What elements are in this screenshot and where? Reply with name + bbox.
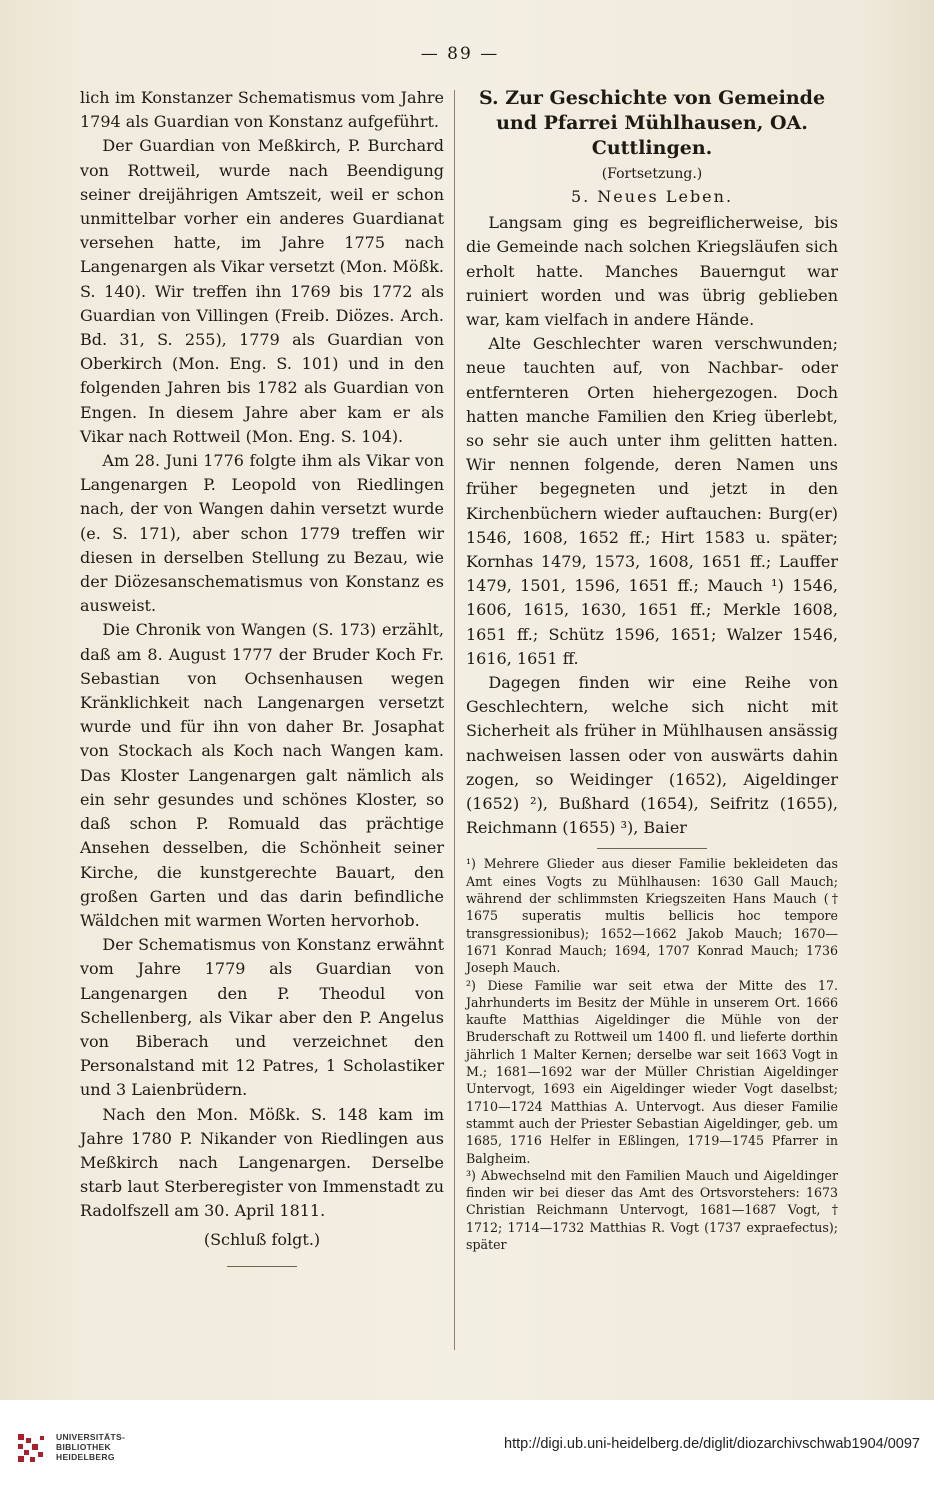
continued-note: (Schluß folgt.) — [203, 1229, 321, 1249]
paragraph: Der Guardian von Meßkirch, P. Burchard von Rottweil, wurde nach Beendigung seiner dreijährigen Amtszeit, weil er schon unmittelbar vorher ein anderes Guardianat versehen hatte, im Jahre 1775 nach Langenargen als Vikar versetzt (Mon. Mößk. S. 140). Wir treffen ihn 1769 bis 1772 als Guardian von Villingen (Freib. Diözes. Arch. Bd. 31, S. 255), 1779 als Guardian von Oberkirch (Mon. Eng. S. 101) und in den folgenden Jahren bis 1782 als Guardian von Engen. In diesem Jahre aber kam er als Vikar nach Rottweil (Mon. Eng. S. 104). — [80, 136, 444, 446]
page-number: — 89 — — [420, 44, 500, 64]
paragraph: Der Schematismus von Konstanz erwähnt vom Jahre 1779 als Guardian von Langenargen den P. Theodul von Schellenberg, als Vikar aber den P. Angelus von Biberach und verzeichnet den Personalstand mit 12 Patres, 1 Scholastiker und 3 Laienbrüdern. — [80, 935, 444, 1100]
library-name — [56, 1432, 125, 1462]
footnote: ³) Abwechselnd mit den Familien Mauch und Aigeldinger finden wir bei dieser das Amt des Ortsvorstehers: 1673 Christian Reichmann Untervogt, 1681—1687 Vogt, † 1712; 1714—1732 Matthias R. Vogt (1737 expraefectus); später — [466, 1167, 838, 1253]
column-divider — [454, 90, 455, 1350]
university-library-logo-icon — [14, 1430, 50, 1466]
article-title: S. Zur Geschichte von Gemeinde und Pfarrei Mühlhausen, OA. Cuttlingen. — [478, 87, 826, 159]
footnote: ¹) Mehrere Glieder aus dieser Familie bekleideten das Amt eines Vogts zu Mühlhausen: 1630 Gall Mauch; während der schlimmsten Kriegszeiten Hans Mauch († 1675 superatis multis bellicis hoc tempore transgressionibus); 1652—1662 Jakob Mauch; 1670—1671 Konrad Mauch; 1694, 1707 Konrad Mauch; 1736 Joseph Mauch. — [466, 856, 838, 976]
paragraph: Am 28. Juni 1776 folgte ihm als Vikar von Langenargen P. Leopold von Riedlingen nach, der von Wangen dahin versetzt wurde (e. S. 171), aber schon 1779 treffen wir diesen in derselben Stellung zu Bezau, wie der Diözesanschematismus von Konstanz es ausweist. — [80, 451, 444, 616]
source-url-link[interactable]: http://digi.ub.uni-heidelberg.de/diglit/diozarchivschwab1904/0097 — [504, 1436, 920, 1452]
paragraph: Langsam ging es begreiflicherweise, bis die Gemeinde nach solchen Kriegsläufen sich erholt hatte. Manches Bauerngut war ruiniert worden und was übrig geblieben war, kam vielfach in andere Hände. — [466, 213, 838, 330]
closing-rule — [227, 1266, 297, 1267]
paragraph: Dagegen finden wir eine Reihe von Geschlechtern, welche sich nicht mit Sicherheit als früher in Mühlhausen ansässig nachweisen lassen oder von auswärts dahin zogen, so Weidinger (1652), Aigeldinger (1652) ²), Bußhard (1654), Seifritz (1655), Reichmann (1655) ³), Baier — [466, 673, 838, 838]
right-column — [466, 86, 838, 1253]
library-name-line: BIBLIOTHEK — [56, 1442, 111, 1452]
paragraph: lich im Konstanzer Schematismus vom Jahre 1794 als Guardian von Konstanz aufgeführt. — [80, 88, 444, 132]
left-column — [80, 86, 444, 1267]
footnote: ²) Diese Familie war seit etwa der Mitte des 17. Jahrhunderts im Besitz der Mühle in unserem Ort. 1666 kaufte Matthias Aigeldinger die Mühle von der Bruderschaft zu Rottweil um 1400 fl. und lieferte dorthin jährlich 1 Malter Kernen; derselbe war seit 1663 Vogt in M.; 1681—1692 war der Müller Christian Aigeldinger Untervogt, 1693 ein Aigeldinger wieder Vogt daselbst; 1710—1724 Matthias A. Untervogt. Aus dieser Familie stammt auch der Priester Sebastian Aigeldinger, geb. um 1685, 1716 Helfer in Eßlingen, 1719—1745 Pfarrer in Balgheim. — [466, 977, 838, 1166]
section-heading: 5. Neues Leben. — [570, 187, 734, 206]
library-name-line: HEIDELBERG — [56, 1452, 115, 1462]
footnote-rule — [597, 848, 707, 849]
viewer-footer — [0, 1400, 934, 1489]
paragraph: Die Chronik von Wangen (S. 173) erzählt, daß am 8. August 1777 der Bruder Koch Fr. Sebastian von Ochsenhausen wegen Kränklichkeit nach Langenargen versetzt wurde und für ihn von daher Br. Josaphat von Stockach als Koch nach Wangen kam. Das Kloster Langenargen galt nämlich als ein sehr gesundes und schönes Kloster, so daß schon P. Romuald das prächtige Ansehen desselben, die Schönheit seiner Kirche, die kunstgerechte Bauart, den großen Garten und das darin befindliche Wäldchen mit warmen Worten hervorhob. — [80, 620, 444, 930]
paragraph: Alte Geschlechter waren verschwunden; neue tauchten auf, von Nachbar- oder entfernteren Orten hiehergezogen. Doch hatten manche Familien den Krieg überlebt, so sehr sie auch unter ihm gelitten hatten. Wir nennen folgende, deren Namen uns früher begegneten und jetzt in den Kirchenbüchern wieder auftauchen: Burg(er) 1546, 1608, 1652 ff.; Hirt 1583 u. später; Kornhas 1479, 1573, 1608, 1651 ff.; Lauffer 1479, 1501, 1596, 1651 ff.; Mauch ¹) 1546, 1606, 1615, 1630, 1651 ff.; Merkle 1608, 1651 ff.; Schütz 1596, 1651; Walzer 1546, 1616, 1651 ff. — [466, 334, 838, 668]
library-name-line: UNIVERSITÄTS- — [56, 1432, 126, 1442]
paragraph: Nach den Mon. Mößk. S. 148 kam im Jahre 1780 P. Nikander von Riedlingen aus Meßkirch nach Langenargen. Derselbe starb laut Sterberegister von Immenstadt zu Radolfszell am 30. April 1811. — [80, 1104, 444, 1221]
continuation-note: (Fortsetzung.) — [601, 166, 703, 182]
